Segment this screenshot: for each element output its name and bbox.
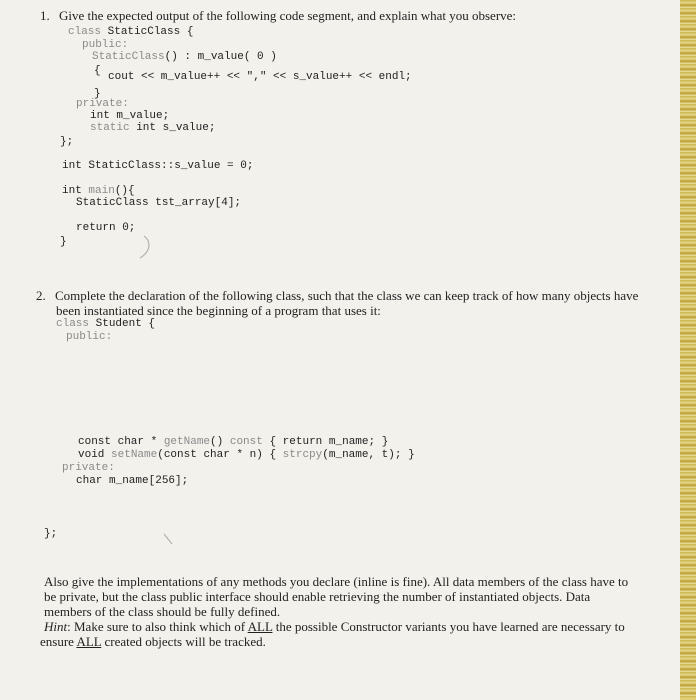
question-2-note-line-3: members of the class should be fully defined.: [44, 604, 281, 619]
q1-code-line: cout << m_value++ << "," << s_value++ << endl;: [108, 71, 412, 83]
q2-code-line: };: [44, 528, 58, 540]
q1-code-line: StaticClass() : m_value( 0 ): [92, 51, 277, 63]
q1-code-line: }: [94, 88, 101, 100]
q1-code-line: int m_value;: [90, 110, 170, 122]
question-2-prompt-line-2: been instantiated since the beginning of a program that uses it:: [56, 303, 381, 318]
question-1-header: [40, 8, 516, 24]
question-2-hint-line-1: Hint: Make sure to also think which of ALL the possible Constructor variants you have learned are necessary to: [44, 619, 625, 634]
q2-code-line: private:: [62, 462, 115, 474]
q1-code-line: return 0;: [76, 222, 136, 234]
question-2-prompt-line-1: Complete the declaration of the following class, such that the class we can keep track of how many objects have: [55, 288, 639, 303]
q2-code-line: public:: [66, 331, 113, 343]
hint-label: Hint: [44, 619, 68, 634]
page-edge-binding: [680, 0, 696, 700]
q2-code-line: void setName(const char * n) { strcpy(m_name, t); }: [78, 449, 415, 461]
q1-code-line: };: [60, 136, 74, 148]
question-2-note-line-1: Also give the implementations of any methods you declare (inline is fine). All data members of the class have to: [44, 574, 629, 589]
q2-code-line: char m_name[256];: [76, 475, 189, 487]
q1-code-line: private:: [76, 98, 129, 110]
q2-code-line: const char * getName() const { return m_name; }: [78, 436, 389, 448]
q1-code-line: class StaticClass {: [68, 26, 194, 38]
question-2-hint-line-2: ensure ALL created objects will be tracked.: [40, 634, 266, 649]
question-2-note-line-2: be private, but the class public interface should enable retrieving the number of instantiated objects. Data: [44, 589, 591, 604]
q1-code-line: static int s_value;: [90, 122, 216, 134]
pencil-mark-icon: [130, 232, 160, 262]
question-1-prompt: Give the expected output of the following code segment, and explain what you observe:: [59, 8, 517, 23]
question-2-header: [36, 288, 638, 304]
q1-code-line: StaticClass tst_array[4];: [76, 197, 242, 209]
q1-code-line: public:: [82, 39, 129, 51]
q2-code-line: class Student {: [56, 318, 156, 330]
question-2-number: 2.: [36, 288, 46, 303]
q1-code-line: int StaticClass::s_value = 0;: [62, 160, 254, 172]
q1-code-line: {: [94, 65, 101, 77]
q1-code-line: int main(){: [62, 185, 135, 197]
question-1-number: 1.: [40, 8, 50, 23]
pencil-mark-icon: [160, 532, 180, 552]
q1-code-line: }: [60, 236, 67, 248]
